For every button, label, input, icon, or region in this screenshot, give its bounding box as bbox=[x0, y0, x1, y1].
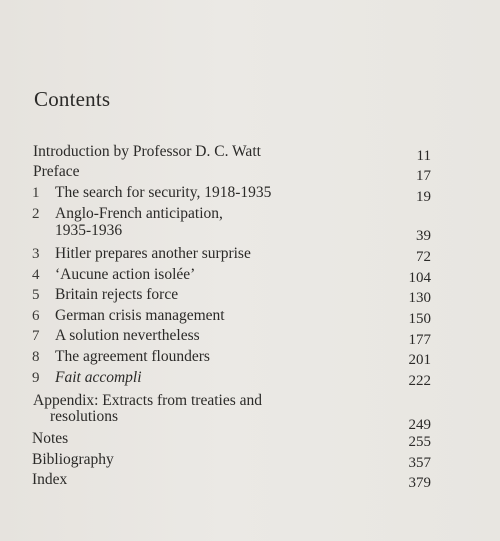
toc-entry-title-continued: resolutions bbox=[50, 408, 119, 425]
toc-entry-title: ‘Aucune action isolée’ bbox=[55, 266, 196, 283]
toc-entry-title: Hitler prepares another surprise bbox=[55, 245, 251, 262]
toc-entry-title: Preface bbox=[33, 163, 80, 180]
toc-entry-title: Fait accompli bbox=[55, 369, 142, 386]
toc-entry-page: 11 bbox=[416, 148, 431, 164]
toc-entry-title: Notes bbox=[32, 430, 69, 447]
toc-entry-page: 177 bbox=[408, 332, 431, 348]
toc-entry-page: 249 bbox=[408, 417, 431, 433]
toc-entry-title: The search for security, 1918-1935 bbox=[55, 184, 272, 201]
toc-entry-title: A solution nevertheless bbox=[55, 327, 200, 344]
toc-entry-page: 17 bbox=[416, 168, 431, 184]
toc-entry-title: German crisis management bbox=[55, 307, 225, 324]
chapter-number: 3 bbox=[32, 246, 40, 262]
chapter-number: 9 bbox=[32, 370, 40, 386]
chapter-number: 1 bbox=[32, 185, 40, 201]
chapter-number: 5 bbox=[32, 287, 40, 303]
toc-entry-title: Bibliography bbox=[32, 451, 114, 468]
toc-entry-page: 72 bbox=[416, 249, 431, 265]
toc-entry-page: 201 bbox=[408, 352, 431, 368]
toc-entry-page: 379 bbox=[408, 475, 431, 491]
chapter-number: 8 bbox=[32, 349, 40, 365]
toc-entry-page: 150 bbox=[408, 311, 431, 327]
toc-entry-page: 19 bbox=[416, 189, 431, 205]
toc-entry-title: The agreement flounders bbox=[55, 348, 210, 365]
chapter-number: 7 bbox=[32, 328, 40, 344]
toc-entry-page: 130 bbox=[408, 290, 431, 306]
toc-entry-title-continued: 1935-1936 bbox=[55, 222, 123, 239]
toc-entry-page: 39 bbox=[416, 228, 431, 244]
toc-entry-page: 255 bbox=[408, 434, 431, 450]
toc-entry-page: 104 bbox=[408, 270, 431, 286]
toc-entry-title: Anglo-French anticipation, bbox=[55, 205, 223, 222]
chapter-number: 4 bbox=[32, 267, 40, 283]
toc-entry-page: 222 bbox=[408, 373, 431, 389]
chapter-number: 2 bbox=[32, 206, 40, 222]
toc-entry-title: Appendix: Extracts from treaties and bbox=[33, 392, 262, 409]
page-title: Contents bbox=[34, 87, 111, 111]
toc-entry-title: Index bbox=[32, 471, 68, 488]
toc-entry-title: Britain rejects force bbox=[55, 286, 179, 303]
toc-entry-title: Introduction by Professor D. C. Watt bbox=[33, 143, 261, 160]
chapter-number: 6 bbox=[32, 308, 40, 324]
toc-entry-page: 357 bbox=[408, 455, 431, 471]
